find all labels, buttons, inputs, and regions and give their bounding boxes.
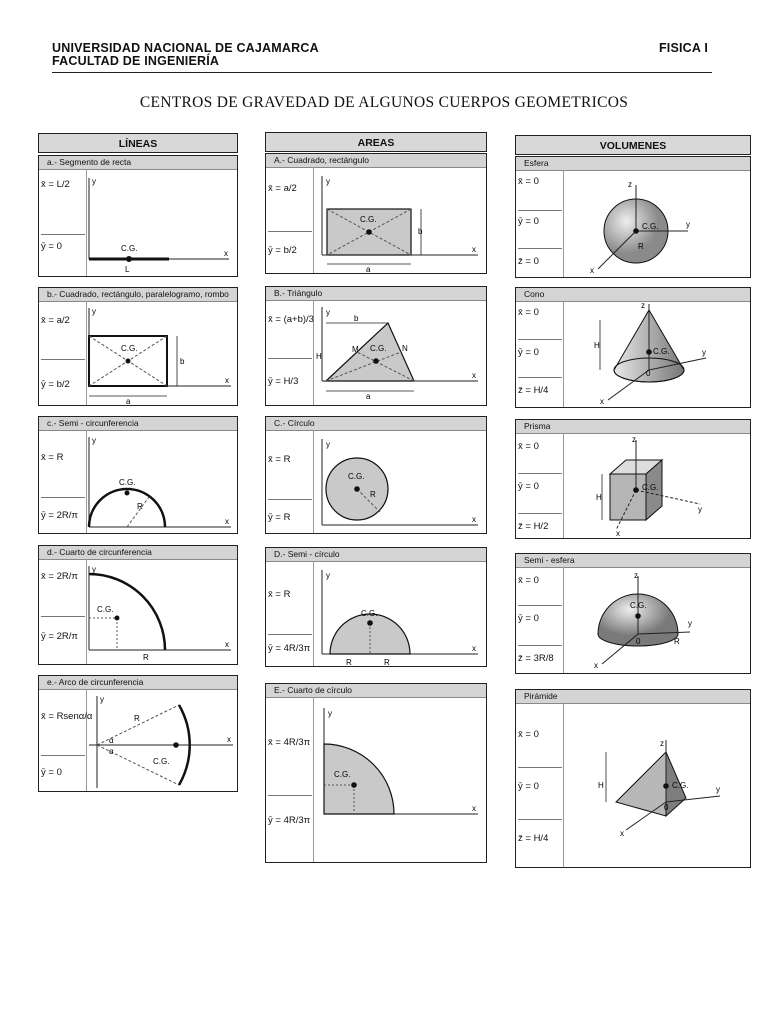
svg-text:y: y <box>688 619 692 628</box>
svg-text:C.G.: C.G. <box>361 609 378 618</box>
card-label: E.- Cuarto de círculo <box>266 684 486 698</box>
svg-text:C.G.: C.G. <box>360 215 377 224</box>
svg-text:0: 0 <box>664 803 669 812</box>
svg-text:C.G.: C.G. <box>153 757 170 766</box>
card-label: Prisma <box>516 420 750 434</box>
sphere-diagram <box>516 157 751 278</box>
column-header-volumes: VOLUMENES <box>515 135 751 155</box>
card-line-segment <box>38 155 238 277</box>
column-header-areas: AREAS <box>265 132 487 152</box>
formula-x: x̄ = 0 <box>518 575 562 606</box>
svg-text:b: b <box>180 357 185 366</box>
svg-text:z: z <box>628 180 632 189</box>
hemisphere-diagram <box>516 554 751 674</box>
svg-text:y: y <box>92 565 96 574</box>
svg-text:R: R <box>370 490 376 499</box>
svg-text:z: z <box>641 301 645 310</box>
svg-text:C.G.: C.G. <box>119 478 136 487</box>
formula-y: ȳ = 2R/π <box>41 631 78 642</box>
card-area-semicircle <box>265 547 487 667</box>
svg-text:b: b <box>418 227 423 236</box>
svg-text:H: H <box>598 781 604 790</box>
formula-x: x̄ = L/2 <box>41 179 85 235</box>
semicircumference-diagram <box>39 417 238 534</box>
svg-text:α: α <box>109 736 114 745</box>
svg-text:M: M <box>352 345 359 354</box>
formula-x: x̄ = a/2 <box>41 315 85 360</box>
svg-text:R: R <box>384 658 390 667</box>
formula-x: x̄ = 0 <box>518 307 562 340</box>
svg-text:C.G.: C.G. <box>653 347 670 356</box>
card-arc <box>38 675 238 792</box>
svg-text:z: z <box>634 571 638 580</box>
cone-diagram <box>516 288 751 408</box>
card-label: D.- Semi - círculo <box>266 548 486 562</box>
svg-text:x: x <box>225 640 229 649</box>
area-quarter-circle-diagram <box>266 684 487 863</box>
svg-text:C.G.: C.G. <box>642 483 659 492</box>
svg-text:a: a <box>366 392 371 401</box>
svg-text:R: R <box>143 653 149 662</box>
prism-diagram <box>516 420 751 539</box>
card-area-circle <box>265 416 487 534</box>
formula-x: x̄ = 0 <box>518 729 562 768</box>
svg-text:y: y <box>702 348 706 357</box>
svg-text:α: α <box>109 747 114 756</box>
svg-text:R: R <box>674 637 680 646</box>
svg-text:N: N <box>402 344 408 353</box>
formula-x: x̄ = 2R/π <box>41 571 85 617</box>
card-cone <box>515 287 751 408</box>
card-label: C.- Círculo <box>266 417 486 431</box>
course-name: FISICA I <box>658 41 708 55</box>
formula-z: z̄ = 3R/8 <box>518 653 554 664</box>
svg-text:a: a <box>126 397 131 406</box>
card-label: a.- Segmento de recta <box>39 156 237 170</box>
svg-text:C.G.: C.G. <box>370 344 387 353</box>
header-divider <box>52 72 712 73</box>
cg-label: C.G. <box>121 244 138 253</box>
svg-text:C.G.: C.G. <box>630 601 647 610</box>
formula-y: ȳ = 0 <box>41 767 62 778</box>
card-label: e.- Arco de circunferencia <box>39 676 237 690</box>
svg-text:z: z <box>660 739 664 748</box>
svg-text:x: x <box>472 515 476 524</box>
formula-y: ȳ = H/3 <box>268 376 299 387</box>
card-label: Esfera <box>516 157 750 171</box>
card-rectangle-line <box>38 287 238 406</box>
svg-text:C.G.: C.G. <box>642 222 659 231</box>
card-label: Pirámide <box>516 690 750 704</box>
svg-text:H: H <box>596 493 602 502</box>
svg-text:x: x <box>225 517 229 526</box>
svg-text:z: z <box>632 435 636 444</box>
area-semicircle-diagram <box>266 548 487 667</box>
svg-text:H: H <box>594 341 600 350</box>
formula-x: x̄ = Rsenα/α <box>41 711 85 756</box>
formula-z: z̄ = H/2 <box>518 521 549 532</box>
formula-x: x̄ = R <box>268 589 312 635</box>
card-area-rectangle <box>265 153 487 274</box>
formula-x: x̄ = 0 <box>518 176 562 211</box>
card-label: b.- Cuadrado, rectángulo, paralelogramo, rombo <box>39 288 237 302</box>
card-sphere <box>515 156 751 278</box>
formula-z: z̄ = H/4 <box>518 385 549 396</box>
svg-text:x: x <box>590 266 594 275</box>
faculty-name: FACULTAD DE INGENIERÍA <box>52 54 220 68</box>
card-label: Cono <box>516 288 750 302</box>
svg-text:y: y <box>698 505 702 514</box>
formula-y: ȳ = 0 <box>518 613 562 646</box>
svg-text:L: L <box>125 265 130 274</box>
card-label: Semi - esfera <box>516 554 750 568</box>
card-area-quarter-circle <box>265 683 487 863</box>
svg-text:y: y <box>686 220 690 229</box>
svg-text:x: x <box>620 829 624 838</box>
pyramid-diagram <box>516 690 751 868</box>
svg-text:y: y <box>92 307 96 316</box>
formula-y: ȳ = 4R/3π <box>268 815 311 826</box>
svg-text:y: y <box>326 177 330 186</box>
svg-text:R: R <box>137 502 143 511</box>
svg-text:R: R <box>134 714 140 723</box>
svg-text:x: x <box>225 376 229 385</box>
formula-x: x̄ = R <box>268 454 312 500</box>
svg-text:C.G.: C.G. <box>672 781 689 790</box>
svg-text:C.G.: C.G. <box>348 472 365 481</box>
card-semicircumference <box>38 416 238 534</box>
svg-text:y: y <box>92 436 96 445</box>
svg-text:x: x <box>472 644 476 653</box>
card-label: c.- Semi - circunferencia <box>39 417 237 431</box>
svg-text:x: x <box>224 249 228 258</box>
svg-text:y: y <box>326 308 330 317</box>
university-name: UNIVERSIDAD NACIONAL DE CAJAMARCA <box>52 41 319 55</box>
card-hemisphere <box>515 553 751 674</box>
card-label: B.- Triángulo <box>266 287 486 301</box>
line-segment-diagram <box>39 156 238 277</box>
formula-z: z̄ = 0 <box>518 256 539 267</box>
card-quarter-circumference <box>38 545 238 665</box>
svg-text:y: y <box>326 571 330 580</box>
quarter-circumference-diagram <box>39 546 238 665</box>
svg-text:a: a <box>366 265 371 274</box>
svg-text:x: x <box>472 371 476 380</box>
formula-x: x̄ = a/2 <box>268 183 312 232</box>
formula-y: ȳ = b/2 <box>41 379 70 390</box>
svg-text:x: x <box>227 735 231 744</box>
svg-text:C.G.: C.G. <box>121 344 138 353</box>
svg-text:0: 0 <box>636 637 641 646</box>
formula-z: z̄ = H/4 <box>518 833 549 844</box>
formula-y: ȳ = 0 <box>41 241 62 252</box>
formula-x: x̄ = (a+b)/3 <box>268 314 312 359</box>
formula-x: x̄ = 4R/3π <box>268 737 312 796</box>
formula-y: ȳ = R <box>268 512 291 523</box>
card-label: A.- Cuadrado, rectángulo <box>266 154 486 168</box>
area-circle-diagram <box>266 417 487 534</box>
svg-text:x: x <box>472 804 476 813</box>
svg-text:R: R <box>638 242 644 251</box>
formula-y: ȳ = 2R/π <box>41 510 78 521</box>
arc-diagram <box>39 676 238 792</box>
svg-text:0: 0 <box>646 369 651 378</box>
card-pyramid <box>515 689 751 868</box>
formula-x: x̄ = 0 <box>518 441 562 474</box>
svg-text:H: H <box>316 352 322 361</box>
svg-text:y: y <box>716 785 720 794</box>
svg-text:y: y <box>92 177 96 186</box>
formula-y: ȳ = b/2 <box>268 245 297 256</box>
svg-text:x: x <box>616 529 620 538</box>
card-label: d.- Cuarto de circunferencia <box>39 546 237 560</box>
card-area-triangle <box>265 286 487 406</box>
svg-text:x: x <box>594 661 598 670</box>
formula-x: x̄ = R <box>41 452 85 498</box>
svg-text:R: R <box>346 658 352 667</box>
svg-text:y: y <box>100 695 104 704</box>
svg-text:C.G.: C.G. <box>97 605 114 614</box>
formula-y: ȳ = 0 <box>518 481 562 514</box>
svg-text:x: x <box>472 245 476 254</box>
area-rectangle-diagram <box>266 154 487 274</box>
formula-y: ȳ = 0 <box>518 216 562 249</box>
document-header <box>52 42 712 68</box>
formula-y: ȳ = 4R/3π <box>268 643 311 654</box>
page-title: CENTROS DE GRAVEDAD DE ALGUNOS CUERPOS GEOMETRICOS <box>139 94 629 111</box>
formula-y: ȳ = 0 <box>518 781 562 820</box>
svg-text:C.G.: C.G. <box>334 770 351 779</box>
svg-text:y: y <box>326 440 330 449</box>
card-prism <box>515 419 751 539</box>
svg-text:y: y <box>328 709 332 718</box>
svg-text:b: b <box>354 314 359 323</box>
rectangle-line-diagram <box>39 288 238 406</box>
formula-y: ȳ = 0 <box>518 347 562 378</box>
svg-text:x: x <box>600 397 604 406</box>
column-header-lines: LÍNEAS <box>38 133 238 153</box>
area-triangle-diagram <box>266 287 487 406</box>
